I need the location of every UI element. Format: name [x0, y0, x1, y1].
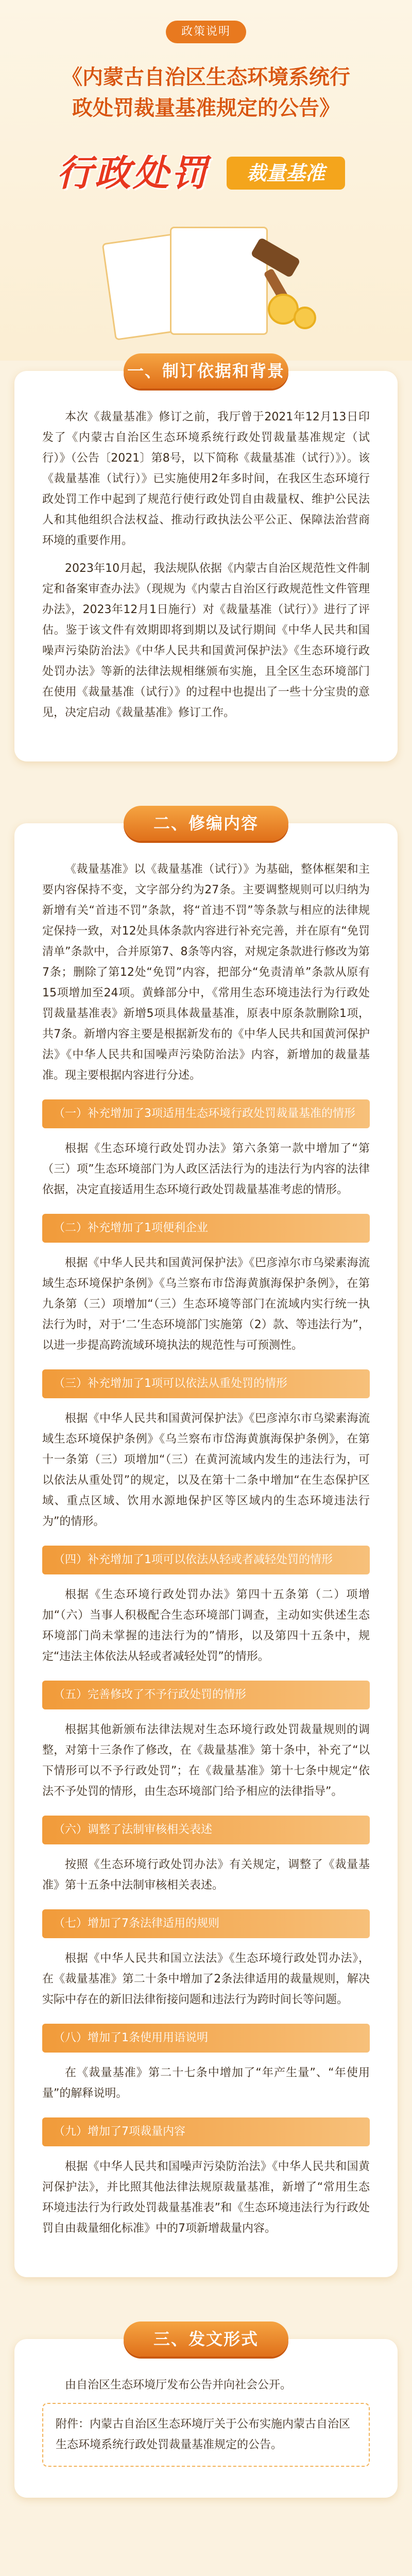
- subsection-title: （九）增加了7项裁量内容: [42, 2117, 370, 2146]
- subsection-title: （二）补充增加了1项便利企业: [42, 1214, 370, 1243]
- hero-banner: [57, 144, 355, 206]
- paragraph: 根据《生态环境行政处罚办法》第六条第一款中增加了“第（三）项”生态环境部门为人政区活法行为的违法行为内容的法律依据，决定直接适用生态环境行政处罚裁量基准考虑的情形。: [42, 1142, 370, 1196]
- section-basis: [14, 361, 398, 761]
- subsection-title: （八）增加了1条使用用语说明: [42, 2024, 370, 2053]
- paragraph: 本次《裁量基准》修订之前，我厅曾于2021年12月13日印发了《内蒙古自治区生态环境系统行政处罚裁量基准规定（试行）》（公告〔2021〕第8号，以下简称《裁量基准（试行）》）。该《裁量基准（试行）》已实施使用2年多时间，在我区生态环境行政处罚工作中起到了规范行使行政处罚自由裁量权、维护公民法人和其他组织合法权益、推动行政执法公平公正、保障法治营商环境的重要作用。: [42, 411, 370, 547]
- subsection-title: （七）增加了7条法律适用的规则: [42, 1909, 370, 1938]
- paragraph: 根据《生态环境行政处罚办法》第四十五条第（二）项增加“（六）当事人积极配合生态环境部门调查，主动如实供述生态环境部门尚未掌握的违法行为的”情形，以及第四十五条中，规定“违法主体依法从轻或者减轻处罚”的情形。: [42, 1588, 370, 1663]
- paragraph: 《裁量基准》以《裁量基准（试行）》为基础，整体框架和主要内容保持不变，文字部分约为27条。主要调整规则可以归纳为新增有关“首违不罚”条款，将“首违不罚”等条款与相应的法律规定保持一致，对12处具体条款内容进行补充完善，并在原有“免罚清单”条款中，合并原第7、8条等内容，对规定条款进行修改为第7条；删除了第12处“免罚”内容，把部分“免责清单”条款从原有15项增加至24项。黄蜂部分中，《常用生态环境违法行为行政处罚裁量基准表》新增5项具体裁量基准，原表中原条款删除1项，共7条。新增内容主要是根据新发布的《中华人民共和国黄河保护法》《中华人民共和国噪声污染防治法》内容，新增加的裁量基准。现主要根据内容进行分述。: [42, 863, 370, 1082]
- hero-illustration: [77, 216, 335, 345]
- paragraph: 2023年10月起，我法规队依据《内蒙古自治区规范性文件制定和备案审查办法》（现规为《内蒙古自治区行政规范性文件管理办法》，2023年12月1日施行）对《裁量基准（试行）》进行了评估。鉴于该文件有效期即将到期以及试行期间《中华人民共和国噪声污染防治法》《中华人民共和国黄河保护法》《生态环境行政处罚办法》等新的法律法规相继颁布实施，且全区生态环境部门在使用《裁量基准（试行）》的过程中也提出了一些十分宝贵的意见，决定启动《裁量基准》修订工作。: [42, 562, 370, 719]
- paragraph: 按照《生态环境行政处罚办法》有关规定，调整了《裁量基准》第十五条中法制审核相关表述。: [42, 1858, 370, 1892]
- paragraph: 根据《中华人民共和国噪声污染防治法》《中华人民共和国黄河保护法》，并比照其他法律法规原裁量基准，新增了“常用生态环境违法行为行政处罚裁量基准表”和《生态环境违法行为行政处罚自由裁量细化标准》中的7项新增裁量内容。: [42, 2160, 370, 2235]
- banner-tag: 裁量基准: [227, 157, 345, 190]
- paragraph: 根据《中华人民共和国黄河保护法》《巴彦淖尔市乌梁素海流域生态环境保护条例》《乌兰察布市岱海黄旗海保护条例》，在第十一条第（三）项增加“（三）在黄河流域内发生的违法行为，可以依法从重处罚”的规定，以及在第十二条中增加“在生态保护区域、重点区域、饮用水源地保护区等区域内的生态环境违法行为”的情形。: [42, 1412, 370, 1528]
- paragraph: 根据《中华人民共和国立法法》《生态环境行政处罚办法》，在《裁量基准》第二十条中增加了2条法律适用的裁量规则，解决实际中存在的新旧法律衔接问题和违法行为跨时间长等问题。: [42, 1952, 370, 2006]
- section-heading: 二、修编内容: [124, 806, 288, 841]
- banner-main-text: 行政处罚: [57, 152, 209, 194]
- section-heading: 一、制订依据和背景: [124, 353, 288, 388]
- section-heading: 三、发文形式: [124, 2321, 288, 2357]
- subsection-title: （三）补充增加了1项可以依法从重处罚的情形: [42, 1369, 370, 1398]
- paragraph: 由自治区生态环境厅发布公告并向社会公开。: [65, 2379, 292, 2392]
- paragraph: 根据其他新颁布法律法规对生态环境行政处罚裁量规则的调整，对第十三条作了修改，在《裁量基准》第十条中，补充了“以下情形可以不予行政处罚”；在《裁量基准》第十七条中规定“依法不予处罚的情形，由生态环境部门给予相应的法律指导”。: [42, 1723, 370, 1798]
- section-publish-form: [14, 2329, 398, 2498]
- subsection-title: （一）补充增加了3项适用生态环境行政处罚裁量基准的情形: [42, 1099, 370, 1128]
- subsection-title: （五）完善修改了不予行政处罚的情形: [42, 1681, 370, 1709]
- policy-tag: 政策说明: [166, 21, 246, 43]
- subsection-title: （四）补充增加了1项可以依法从轻或者减轻处罚的情形: [42, 1546, 370, 1574]
- attachment-note: 附件：内蒙古自治区生态环境厅关于公布实施内蒙古自治区生态环境系统行政处罚裁量基准规定的公告。: [42, 2403, 370, 2467]
- hero: [0, 0, 412, 361]
- paragraph: 在《裁量基准》第二十七条中增加了“年产生量”、“年使用量”的解释说明。: [42, 2066, 370, 2100]
- section-content: [14, 814, 398, 2277]
- subsection-title: （六）调整了法制审核相关表述: [42, 1816, 370, 1844]
- page-title: 《内蒙古自治区生态环境系统行政处罚裁量基准规定的公告》: [62, 65, 350, 120]
- paragraph: 根据《中华人民共和国黄河保护法》《巴彦淖尔市乌梁素海流域生态环境保护条例》《乌兰察布市岱海黄旗海保护条例》，在第九条第（三）项增加“（三）生态环境等部门在流域内实行统一执法行为时，对于‘二’生态环境部门实施第（2）款、等违法行为”，以进一步提高跨流域环境执法的规范性与可预测性。: [42, 1257, 370, 1352]
- coin-icon: [294, 307, 316, 329]
